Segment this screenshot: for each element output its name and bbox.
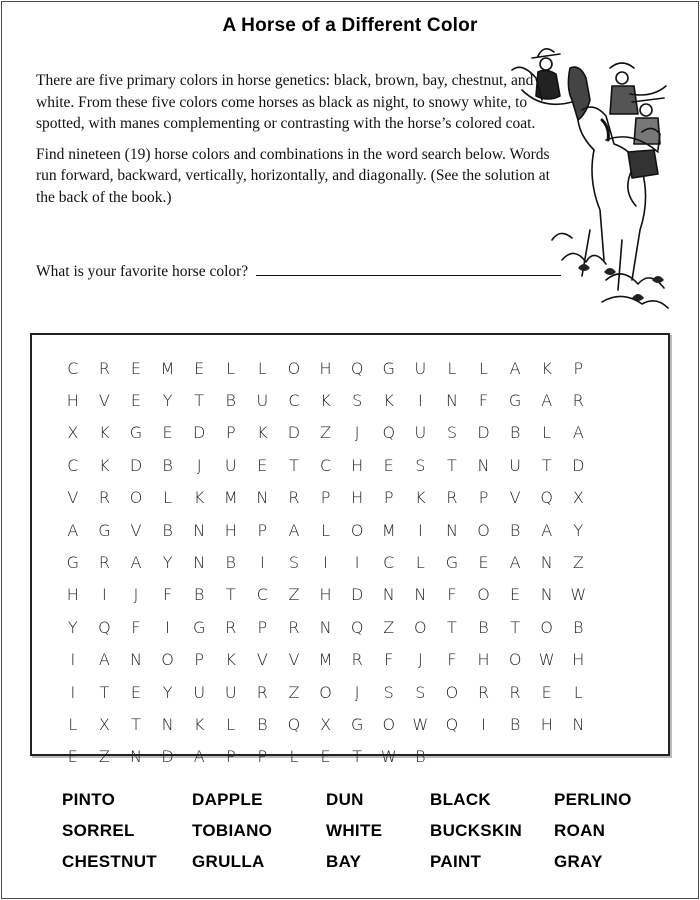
grid-letter[interactable]: D bbox=[161, 747, 174, 767]
grid-letter[interactable]: L bbox=[415, 553, 425, 573]
grid-letter[interactable]: D bbox=[129, 455, 143, 475]
grid-letter[interactable]: N bbox=[382, 585, 395, 605]
grid-letter[interactable]: R bbox=[288, 488, 300, 508]
grid-letter[interactable]: L bbox=[226, 714, 236, 734]
grid-letter[interactable]: O bbox=[129, 488, 143, 508]
grid-letter[interactable]: I bbox=[260, 553, 265, 573]
grid-letter[interactable]: O bbox=[319, 682, 332, 702]
grid-letter[interactable]: G bbox=[382, 358, 395, 378]
grid-letter[interactable]: W bbox=[538, 650, 555, 670]
grid-letter[interactable]: M bbox=[223, 488, 238, 508]
grid-letter[interactable]: H bbox=[319, 358, 332, 378]
grid-letter[interactable]: J bbox=[417, 650, 423, 670]
grid-letter[interactable]: I bbox=[417, 391, 423, 411]
grid-letter[interactable]: X bbox=[320, 714, 332, 734]
grid-letter[interactable]: U bbox=[414, 358, 427, 378]
grid-letter[interactable]: N bbox=[319, 617, 332, 637]
grid-letter[interactable]: G bbox=[98, 520, 111, 540]
grid-letter[interactable]: L bbox=[447, 358, 457, 378]
grid-letter[interactable]: J bbox=[354, 682, 360, 702]
grid-letter[interactable]: Y bbox=[162, 391, 173, 411]
grid-letter[interactable]: V bbox=[288, 650, 300, 670]
grid-letter[interactable]: Z bbox=[288, 585, 300, 605]
grid-letter[interactable]: T bbox=[194, 391, 205, 411]
grid-letter[interactable]: V bbox=[98, 391, 110, 411]
word-list bbox=[62, 790, 672, 883]
grid-letter[interactable]: O bbox=[508, 650, 522, 670]
grid-letter[interactable]: O bbox=[414, 617, 427, 637]
cowboys-on-horseback-illustration bbox=[482, 40, 672, 325]
grid-letter[interactable]: S bbox=[288, 553, 300, 573]
grid-letter[interactable]: H bbox=[540, 714, 553, 734]
grid-letter[interactable]: R bbox=[509, 682, 521, 702]
grid-letter[interactable]: T bbox=[289, 455, 299, 475]
grid-letter[interactable]: D bbox=[287, 423, 301, 443]
grid-letter[interactable]: T bbox=[447, 455, 457, 475]
grid-letter[interactable]: R bbox=[446, 488, 458, 508]
grid-letter[interactable]: Q bbox=[98, 617, 111, 637]
grid-letter[interactable]: F bbox=[384, 650, 394, 670]
word-list-item: DUN bbox=[326, 790, 364, 809]
grid-letter[interactable]: E bbox=[130, 682, 142, 702]
grid-letter[interactable]: A bbox=[130, 553, 142, 573]
grid-letter[interactable]: E bbox=[257, 455, 268, 475]
grid-letter[interactable]: W bbox=[570, 585, 587, 605]
grid-letter[interactable]: Z bbox=[572, 553, 584, 573]
grid-letter[interactable]: Q bbox=[540, 488, 553, 508]
grid-letter[interactable]: C bbox=[383, 553, 395, 573]
grid-letter[interactable]: E bbox=[67, 747, 78, 767]
grid-letter[interactable]: T bbox=[352, 747, 363, 767]
grid-letter[interactable]: U bbox=[224, 455, 237, 475]
grid-letter[interactable]: M bbox=[318, 650, 333, 670]
grid-letter[interactable]: N bbox=[540, 553, 553, 573]
grid-letter[interactable]: N bbox=[414, 585, 427, 605]
grid-letter[interactable]: B bbox=[509, 714, 521, 734]
grid-letter[interactable]: I bbox=[354, 553, 360, 573]
grid-letter[interactable]: G bbox=[350, 714, 364, 734]
grid-letter[interactable]: O bbox=[477, 520, 490, 540]
grid-letter[interactable]: H bbox=[319, 585, 332, 605]
grid-letter[interactable]: N bbox=[161, 714, 174, 734]
grid-letter[interactable]: C bbox=[288, 391, 300, 411]
grid-letter[interactable]: N bbox=[256, 488, 269, 508]
grid-letter[interactable]: P bbox=[478, 488, 489, 508]
grid-letter[interactable]: M bbox=[381, 520, 396, 540]
grid-letter[interactable]: S bbox=[415, 682, 426, 702]
grid-letter[interactable]: H bbox=[351, 488, 364, 508]
grid-letter[interactable]: N bbox=[477, 455, 490, 475]
worksheet-page bbox=[1, 1, 699, 899]
grid-letter[interactable]: O bbox=[477, 585, 490, 605]
grid-letter[interactable]: A bbox=[541, 520, 553, 540]
grid-letter[interactable]: L bbox=[163, 488, 173, 508]
grid-letter[interactable]: P bbox=[257, 617, 268, 637]
grid-letter[interactable]: R bbox=[225, 617, 237, 637]
word-list-item: ROAN bbox=[554, 821, 606, 840]
word-search-grid bbox=[57, 352, 594, 773]
grid-letter[interactable]: I bbox=[481, 714, 486, 734]
grid-letter[interactable]: P bbox=[194, 650, 204, 670]
grid-letter[interactable]: O bbox=[382, 714, 396, 734]
grid-letter[interactable]: R bbox=[256, 682, 268, 702]
grid-letter[interactable]: L bbox=[542, 423, 552, 443]
grid-letter[interactable]: L bbox=[68, 714, 78, 734]
grid-letter[interactable]: A bbox=[509, 553, 521, 573]
grid-letter[interactable]: U bbox=[414, 423, 427, 443]
grid-letter[interactable]: N bbox=[193, 520, 206, 540]
grid-letter[interactable]: N bbox=[193, 553, 206, 573]
grid-letter[interactable]: Q bbox=[382, 423, 396, 443]
grid-letter[interactable]: I bbox=[102, 585, 107, 605]
grid-letter[interactable]: P bbox=[383, 488, 394, 508]
grid-letter[interactable]: Q bbox=[350, 358, 364, 378]
grid-letter[interactable]: W bbox=[380, 747, 397, 767]
grid-letter[interactable]: E bbox=[478, 553, 489, 573]
grid-letter[interactable]: Y bbox=[162, 682, 173, 702]
grid-letter[interactable]: O bbox=[540, 617, 553, 637]
grid-letter[interactable]: B bbox=[573, 617, 584, 637]
grid-letter[interactable]: I bbox=[70, 682, 76, 702]
word-list-item: CHESTNUT bbox=[62, 852, 157, 871]
grid-letter[interactable]: R bbox=[351, 650, 363, 670]
grid-letter[interactable]: K bbox=[225, 650, 237, 670]
grid-letter[interactable]: B bbox=[415, 747, 426, 767]
grid-letter[interactable]: A bbox=[98, 650, 110, 670]
grid-letter[interactable]: P bbox=[320, 488, 331, 508]
grid-letter[interactable]: Z bbox=[383, 617, 395, 637]
grid-letter[interactable]: K bbox=[99, 455, 110, 475]
grid-letter[interactable]: O bbox=[445, 682, 459, 702]
grid-letter[interactable]: K bbox=[193, 714, 205, 734]
grid-letter[interactable]: F bbox=[447, 585, 457, 605]
grid-letter[interactable]: X bbox=[98, 714, 110, 734]
word-list-item: TOBIANO bbox=[192, 821, 273, 840]
grid-letter[interactable]: Y bbox=[573, 520, 584, 540]
word-list-item: SORREL bbox=[62, 821, 135, 840]
grid-letter[interactable]: C bbox=[256, 585, 268, 605]
grid-letter[interactable]: W bbox=[412, 714, 429, 734]
grid-letter[interactable]: G bbox=[129, 423, 143, 443]
grid-letter[interactable]: E bbox=[194, 358, 205, 378]
grid-letter[interactable]: K bbox=[541, 358, 552, 378]
grid-letter[interactable]: I bbox=[70, 650, 76, 670]
grid-letter[interactable]: X bbox=[572, 488, 584, 508]
intro-text bbox=[36, 70, 556, 217]
grid-letter[interactable]: N bbox=[130, 747, 142, 767]
grid-letter[interactable]: E bbox=[320, 747, 331, 767]
word-search-box bbox=[30, 333, 670, 767]
grid-letter[interactable]: A bbox=[67, 520, 79, 540]
grid-letter[interactable]: T bbox=[510, 617, 520, 637]
grid-letter[interactable]: R bbox=[572, 391, 584, 411]
grid-letter[interactable]: L bbox=[573, 682, 583, 702]
word-list-item: GRAY bbox=[554, 852, 603, 871]
grid-letter[interactable]: P bbox=[225, 423, 236, 443]
grid-letter[interactable]: M bbox=[160, 358, 175, 378]
word-list-item: GRULLA bbox=[192, 852, 265, 871]
grid-letter[interactable]: B bbox=[257, 714, 268, 734]
grid-letter[interactable]: O bbox=[287, 358, 301, 378]
grid-letter[interactable]: I bbox=[417, 520, 423, 540]
grid-letter[interactable]: K bbox=[193, 488, 205, 508]
grid-letter[interactable]: K bbox=[257, 423, 268, 443]
grid-letter[interactable]: H bbox=[224, 520, 237, 540]
grid-letter[interactable]: T bbox=[447, 617, 457, 637]
grid-letter[interactable]: P bbox=[257, 747, 268, 767]
grid-letter[interactable]: O bbox=[350, 520, 364, 540]
grid-letter[interactable]: S bbox=[415, 455, 426, 475]
grid-letter[interactable]: T bbox=[131, 714, 141, 734]
grid-letter[interactable]: D bbox=[350, 585, 364, 605]
grid-letter[interactable]: B bbox=[162, 455, 173, 475]
grid-letter[interactable]: S bbox=[352, 391, 363, 411]
word-list-item: BAY bbox=[326, 852, 362, 871]
grid-letter[interactable]: R bbox=[98, 358, 110, 378]
grid-letter[interactable]: E bbox=[510, 585, 521, 605]
grid-letter[interactable]: J bbox=[196, 455, 202, 475]
grid-letter[interactable]: B bbox=[193, 585, 205, 605]
grid-letter[interactable]: S bbox=[383, 682, 394, 702]
grid-letter[interactable]: B bbox=[162, 520, 173, 540]
grid-letter[interactable]: V bbox=[67, 488, 79, 508]
grid-letter[interactable]: L bbox=[479, 358, 488, 378]
grid-letter[interactable]: B bbox=[225, 391, 236, 411]
grid-letter[interactable]: E bbox=[162, 423, 173, 443]
grid-letter[interactable]: U bbox=[224, 682, 237, 702]
grid-letter[interactable]: B bbox=[478, 617, 489, 637]
grid-letter[interactable]: C bbox=[67, 358, 79, 378]
word-list-item: BLACK bbox=[430, 790, 491, 809]
grid-letter[interactable]: H bbox=[66, 585, 79, 605]
grid-letter[interactable]: V bbox=[509, 488, 521, 508]
word-list-item: PAINT bbox=[430, 852, 482, 871]
grid-letter[interactable]: N bbox=[572, 714, 585, 734]
grid-letter[interactable]: B bbox=[509, 520, 521, 540]
grid-letter[interactable]: T bbox=[99, 682, 110, 702]
grid-letter[interactable]: R bbox=[477, 682, 490, 702]
grid-letter[interactable]: H bbox=[572, 650, 585, 670]
word-list-item: BUCKSKIN bbox=[430, 821, 523, 840]
grid-letter[interactable]: Q bbox=[445, 714, 459, 734]
grid-letter[interactable]: Q bbox=[350, 617, 364, 637]
grid-letter[interactable]: F bbox=[478, 391, 489, 411]
grid-letter[interactable]: X bbox=[67, 423, 79, 443]
intro-paragraph-1: There are five primary colors in horse genetics: black, brown, bay, chestnut, and white. From these five colors come horses as black as night, to snowy white, to spotted, with manes complementing or contrasting with the horse’s colored coat. bbox=[36, 72, 536, 132]
page-title: A Horse of a Different Color bbox=[222, 15, 478, 36]
grid-letter[interactable]: L bbox=[289, 747, 299, 767]
grid-letter[interactable]: G bbox=[445, 553, 459, 573]
grid-letter[interactable]: H bbox=[477, 650, 490, 670]
question-label: What is your favorite horse color? bbox=[36, 263, 249, 280]
intro-paragraph-2: Find nineteen (19) horse colors and combinations in the word search below. Words run forward, backward, vertically, horizontally, and diagonally. (See the solution at the back of the book.) bbox=[36, 145, 550, 206]
grid-letter[interactable]: O bbox=[161, 650, 174, 670]
grid-letter[interactable]: J bbox=[354, 423, 360, 443]
grid-letter[interactable]: P bbox=[573, 358, 584, 378]
grid-letter[interactable]: V bbox=[130, 520, 142, 540]
grid-letter[interactable]: A bbox=[288, 520, 300, 540]
word-list-item: DAPPLE bbox=[192, 790, 263, 809]
grid-letter[interactable]: B bbox=[225, 553, 236, 573]
grid-letter[interactable]: R bbox=[98, 488, 110, 508]
grid-letter[interactable]: C bbox=[67, 455, 79, 475]
word-list-item: PERLINO bbox=[554, 790, 632, 809]
grid-letter[interactable]: P bbox=[257, 520, 268, 540]
grid-letter[interactable]: F bbox=[162, 585, 173, 605]
grid-letter[interactable]: R bbox=[288, 617, 300, 637]
grid-letter[interactable]: P bbox=[225, 747, 236, 767]
grid-letter[interactable]: I bbox=[323, 553, 328, 573]
grid-letter[interactable]: T bbox=[541, 455, 552, 475]
grid-letter[interactable]: B bbox=[509, 423, 521, 443]
grid-letter[interactable]: H bbox=[351, 455, 364, 475]
grid-letter[interactable]: Y bbox=[67, 617, 78, 637]
grid-letter[interactable]: V bbox=[256, 650, 268, 670]
grid-letter[interactable]: F bbox=[131, 617, 141, 637]
grid-letter[interactable]: Y bbox=[162, 553, 173, 573]
grid-letter[interactable]: K bbox=[99, 423, 110, 443]
grid-letter[interactable]: D bbox=[572, 455, 585, 475]
grid-letter[interactable]: S bbox=[446, 423, 457, 443]
grid-letter[interactable]: E bbox=[130, 391, 142, 411]
grid-letter[interactable]: G bbox=[508, 391, 522, 411]
grid-letter[interactable]: Z bbox=[320, 423, 332, 443]
grid-letter[interactable]: N bbox=[445, 391, 458, 411]
grid-letter[interactable]: U bbox=[193, 682, 206, 702]
grid-letter[interactable]: K bbox=[415, 488, 426, 508]
grid-letter[interactable]: E bbox=[383, 455, 394, 475]
word-list-item: WHITE bbox=[326, 821, 383, 840]
grid-letter[interactable]: Z bbox=[288, 682, 300, 702]
grid-letter[interactable]: H bbox=[66, 391, 79, 411]
grid-letter[interactable]: T bbox=[225, 585, 236, 605]
grid-letter[interactable]: E bbox=[541, 682, 552, 702]
grid-letter[interactable]: K bbox=[383, 391, 394, 411]
grid-letter[interactable]: G bbox=[192, 617, 206, 637]
grid-letter[interactable]: D bbox=[477, 423, 490, 443]
grid-letter[interactable]: N bbox=[130, 650, 142, 670]
grid-letter[interactable]: A bbox=[541, 391, 553, 411]
grid-letter[interactable]: E bbox=[130, 358, 142, 378]
grid-letter[interactable]: R bbox=[98, 553, 110, 573]
grid-letter[interactable]: Q bbox=[287, 714, 301, 734]
grid-letter[interactable]: N bbox=[445, 520, 458, 540]
grid-letter[interactable]: U bbox=[509, 455, 521, 475]
grid-letter[interactable]: L bbox=[257, 358, 267, 378]
grid-letter[interactable]: N bbox=[540, 585, 553, 605]
word-list-item: PINTO bbox=[62, 790, 116, 809]
grid-letter[interactable]: L bbox=[226, 358, 236, 378]
grid-letter[interactable]: A bbox=[572, 423, 584, 443]
grid-letter[interactable]: Z bbox=[98, 747, 110, 767]
grid-letter[interactable]: G bbox=[66, 553, 79, 573]
grid-letter[interactable]: L bbox=[321, 520, 330, 540]
grid-letter[interactable]: A bbox=[193, 747, 205, 767]
grid-letter[interactable]: I bbox=[165, 617, 170, 637]
grid-letter[interactable]: C bbox=[319, 455, 332, 475]
grid-letter[interactable]: U bbox=[256, 391, 269, 411]
grid-letter[interactable]: A bbox=[509, 358, 521, 378]
grid-letter[interactable]: D bbox=[193, 423, 206, 443]
grid-letter[interactable]: J bbox=[133, 585, 139, 605]
grid-letter[interactable]: K bbox=[320, 391, 331, 411]
grid-letter[interactable]: F bbox=[447, 650, 457, 670]
